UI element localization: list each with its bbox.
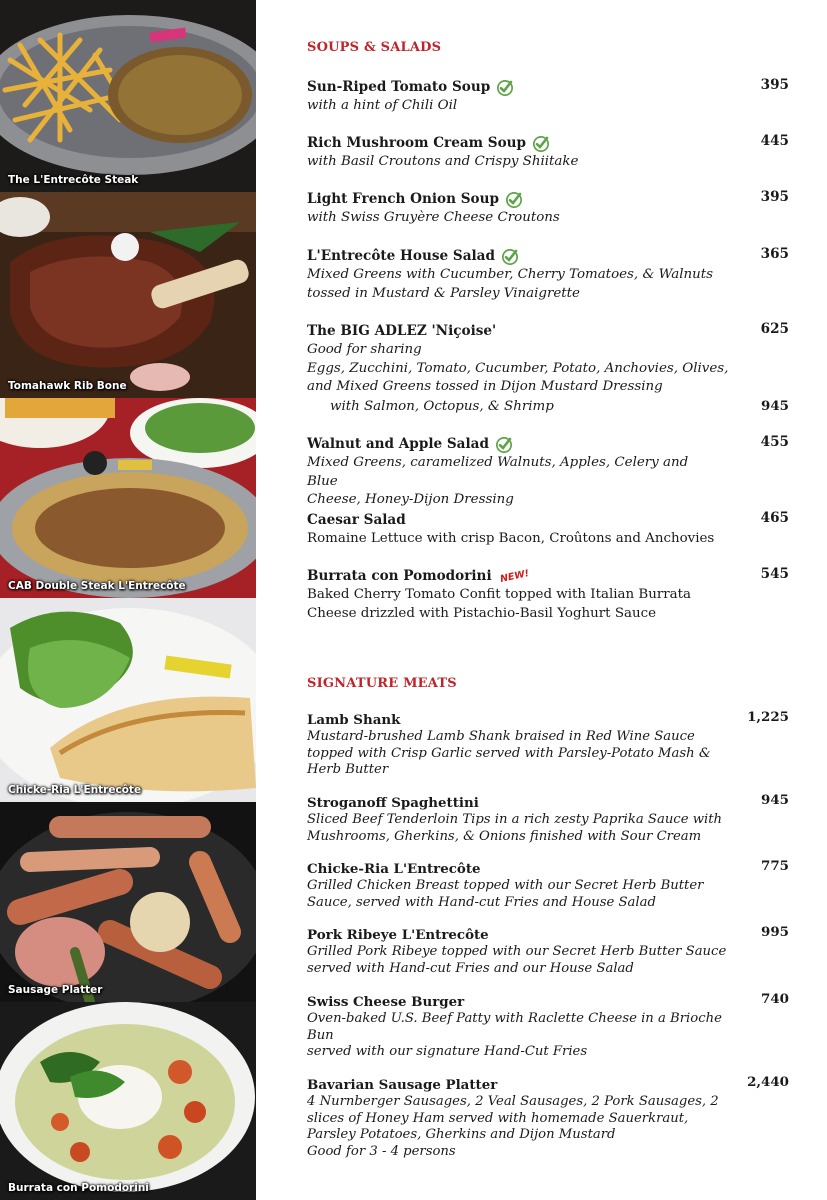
menu-item bbox=[307, 433, 789, 510]
item-price: 395 bbox=[760, 189, 789, 205]
item-price: 1,225 bbox=[747, 709, 789, 725]
menu-item bbox=[307, 709, 789, 779]
item-price: 395 bbox=[760, 77, 789, 93]
item-price: 445 bbox=[760, 133, 789, 149]
menu-item bbox=[307, 245, 789, 303]
photo-tomahawk bbox=[0, 192, 256, 398]
item-description: Parsley Potatoes, Gherkins and Dijon Mustard bbox=[307, 1127, 616, 1143]
item-name: Swiss Cheese Burger bbox=[307, 994, 465, 1010]
item-name: Chicke-Ria L'Entrecôte bbox=[307, 861, 481, 877]
menu-item bbox=[307, 188, 789, 228]
menu-item bbox=[307, 509, 789, 549]
menu-item bbox=[307, 991, 789, 1061]
item-description: Mixed Greens, caramelized Walnuts, Apples, Celery and Blue bbox=[307, 455, 689, 489]
photo-caption: Tomahawk Rib Bone bbox=[8, 380, 127, 392]
menu-item bbox=[307, 858, 789, 911]
vegetarian-check-icon bbox=[495, 436, 513, 454]
item-name: Caesar Salad bbox=[307, 512, 406, 528]
item-description: Mushrooms, Gherkins, & Onions finished with Sour Cream bbox=[307, 828, 702, 844]
photo-caption: Burrata con Pomodorini bbox=[8, 1182, 149, 1194]
item-description: Sliced Beef Tenderloin Tips in a rich zesty Paprika Sauce with bbox=[307, 812, 722, 827]
item-name: Pork Ribeye L'Entrecôte bbox=[307, 927, 489, 943]
item-description: Herb Butter bbox=[307, 762, 389, 778]
item-description: Bun bbox=[307, 1027, 334, 1043]
item-price: 945 bbox=[761, 792, 789, 808]
item-description: tossed in Mustard & Parsley Vinaigrette bbox=[307, 285, 580, 301]
item-description: with Swiss Gruyère Cheese Croutons bbox=[307, 210, 560, 225]
menu-item bbox=[307, 320, 789, 416]
item-name: Light French Onion Soup bbox=[307, 191, 499, 207]
menu-item bbox=[307, 76, 789, 116]
photo-cab-double-steak bbox=[0, 398, 256, 598]
item-description: 4 Nurnberger Sausages, 2 Veal Sausages, 2 Pork Sausages, 2 bbox=[307, 1094, 719, 1109]
item-description: Mustard-brushed Lamb Shank braised in Red Wine Sauce bbox=[307, 729, 695, 744]
item-description: topped with Crisp Garlic served with Parsley-Potato Mash & bbox=[307, 745, 711, 761]
item-description: with a hint of Chili Oil bbox=[307, 98, 458, 113]
variant-price: 945 bbox=[761, 398, 789, 415]
item-variant bbox=[307, 397, 789, 416]
item-name: Rich Mushroom Cream Soup bbox=[307, 135, 527, 151]
item-name: The BIG ADLEZ 'Niçoise' bbox=[307, 323, 497, 339]
new-badge-icon: NEW! bbox=[498, 568, 530, 585]
item-price: 465 bbox=[760, 510, 789, 526]
photo-caption: Chicke-Ria L'Entrecôte bbox=[8, 784, 142, 796]
menu-item bbox=[307, 792, 789, 845]
item-description: Grilled Pork Ribeye topped with our Secret Herb Butter Sauce bbox=[307, 944, 727, 959]
section-title-signature-meats: SIGNATURE MEATS bbox=[307, 676, 457, 691]
item-name: Lamb Shank bbox=[307, 712, 401, 728]
item-name: Burrata con Pomodorini bbox=[307, 568, 492, 584]
item-description: served with our signature Hand-Cut Fries bbox=[307, 1044, 588, 1060]
item-name: L'Entrecôte House Salad bbox=[307, 248, 495, 264]
vegetarian-check-icon bbox=[496, 79, 514, 97]
item-name: Walnut and Apple Salad bbox=[307, 436, 489, 452]
photo-chicke-ria bbox=[0, 598, 256, 802]
vegetarian-check-icon bbox=[532, 135, 550, 153]
photo-caption: Sausage Platter bbox=[8, 984, 103, 996]
item-description: Eggs, Zucchini, Tomato, Cucumber, Potato, Anchovies, Olives, bbox=[307, 360, 729, 376]
photo-sausage-platter bbox=[0, 802, 256, 1002]
menu-item bbox=[307, 565, 789, 623]
item-description: Romaine Lettuce with crisp Bacon, Croûtons and Anchovies bbox=[307, 531, 715, 546]
photo-burrata bbox=[0, 1002, 256, 1200]
item-price: 545 bbox=[760, 566, 789, 582]
item-description: Mixed Greens with Cucumber, Cherry Tomatoes, & Walnuts bbox=[307, 267, 713, 282]
item-price: 625 bbox=[760, 321, 789, 337]
item-price: 775 bbox=[761, 858, 789, 874]
item-price: 365 bbox=[760, 246, 789, 262]
photo-caption: The L'Entrecôte Steak bbox=[8, 174, 139, 186]
item-name: Sun-Riped Tomato Soup bbox=[307, 79, 491, 95]
vegetarian-check-icon bbox=[501, 248, 519, 266]
variant-label: with Salmon, Octopus, & Shrimp bbox=[330, 399, 554, 415]
item-description: Cheese drizzled with Pistachio-Basil Yoghurt Sauce bbox=[307, 605, 657, 621]
section-title-soups-salads: SOUPS & SALADS bbox=[307, 40, 442, 55]
item-price: 455 bbox=[760, 434, 789, 450]
item-description: slices of Honey Ham served with homemade Sauerkraut, bbox=[307, 1110, 689, 1126]
item-price: 740 bbox=[761, 991, 789, 1007]
menu-item bbox=[307, 924, 789, 977]
menu-item bbox=[307, 132, 789, 172]
item-name: Stroganoff Spaghettini bbox=[307, 795, 479, 811]
item-description: Cheese, Honey-Dijon Dressing bbox=[307, 492, 514, 508]
item-price: 2,440 bbox=[747, 1074, 789, 1090]
item-description: and Mixed Greens tossed in Dijon Mustard Dressing bbox=[307, 379, 663, 395]
item-description: Baked Cherry Tomato Confit topped with Italian Burrata bbox=[307, 587, 691, 602]
item-description: Grilled Chicken Breast topped with our Secret Herb Butter bbox=[307, 878, 704, 893]
item-price: 995 bbox=[761, 924, 789, 940]
photo-caption: CAB Double Steak L'Entrecôte bbox=[8, 580, 186, 592]
menu-item bbox=[307, 1074, 789, 1160]
photo-entrecote-steak bbox=[0, 0, 256, 192]
item-description: Sauce, served with Hand-cut Fries and House Salad bbox=[307, 894, 656, 910]
item-description: served with Hand-cut Fries and our House Salad bbox=[307, 960, 634, 976]
item-description: with Basil Croutons and Crispy Shiitake bbox=[307, 154, 579, 169]
item-name: Bavarian Sausage Platter bbox=[307, 1077, 498, 1093]
vegetarian-check-icon bbox=[505, 191, 523, 209]
photo-column bbox=[0, 0, 256, 1200]
item-description: Good for 3 - 4 persons bbox=[307, 1143, 456, 1159]
item-description: Oven-baked U.S. Beef Patty with Raclette Cheese in a Brioche bbox=[307, 1011, 722, 1026]
item-description: Good for sharing bbox=[307, 342, 422, 357]
